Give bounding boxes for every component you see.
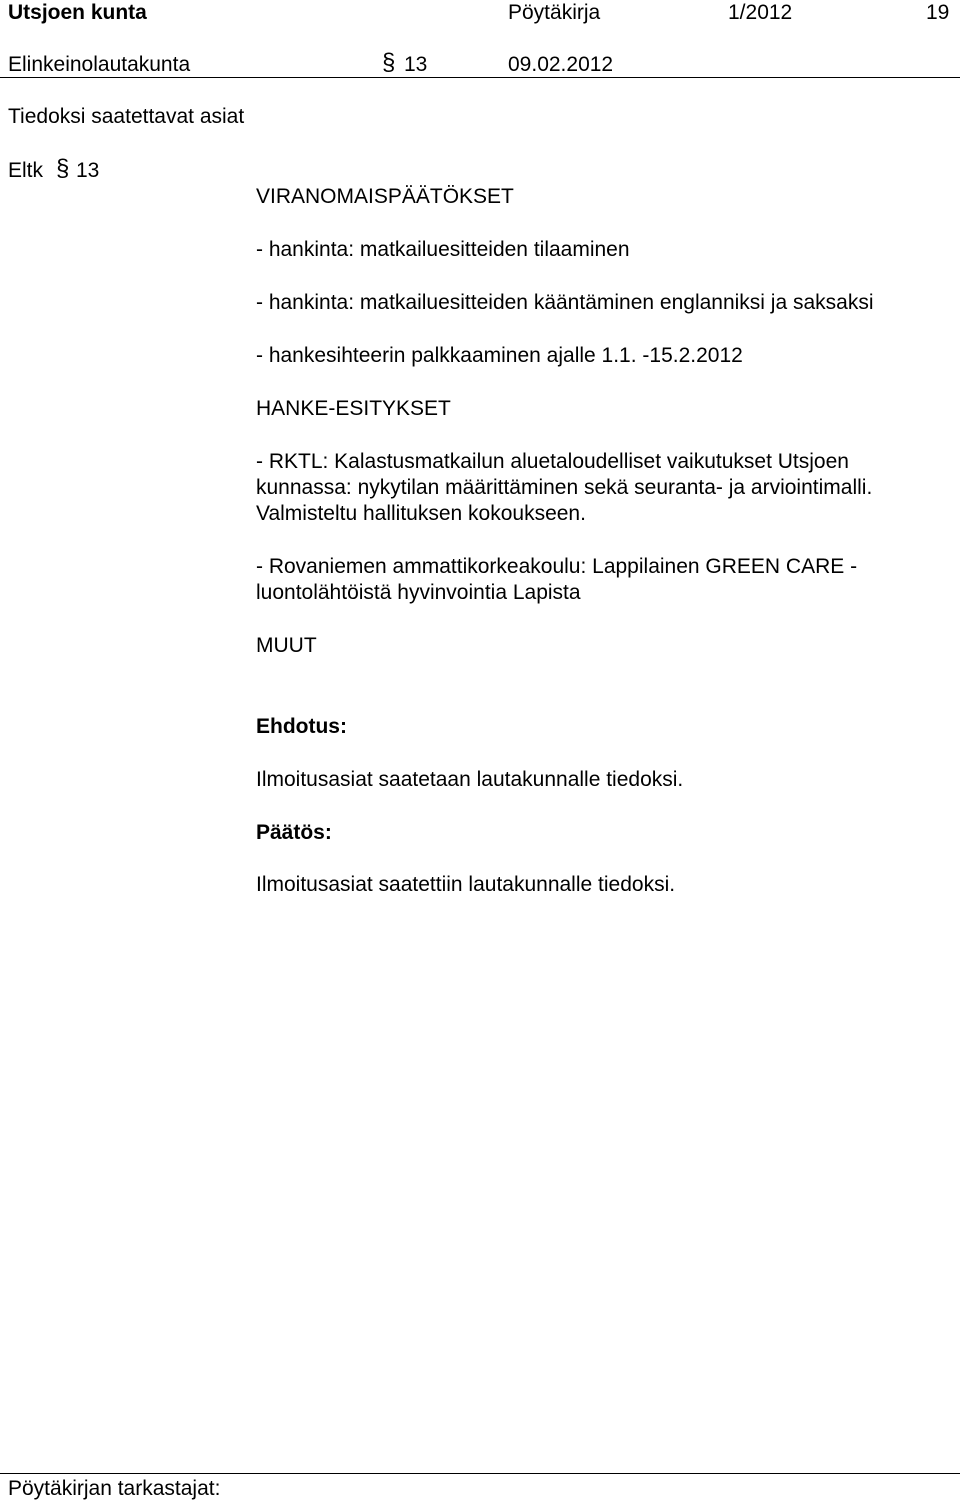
project-item-line: kunnassa: nykytilan määrittäminen sekä seuranta- ja arviointimalli. (256, 476, 873, 499)
footer-divider (0, 1473, 960, 1474)
authority-item: - hankinta: matkailuesitteiden tilaaminen (256, 238, 630, 261)
reviewers-label: Pöytäkirjan tarkastajat: (8, 1477, 221, 1500)
project-item-line: Valmisteltu hallituksen kokoukseen. (256, 502, 586, 525)
decision-text: Ilmoitusasiat saatettiin lautakunnalle tiedoksi. (256, 873, 676, 896)
proposal-label: Ehdotus: (256, 715, 347, 738)
decision-label: Päätös: (256, 821, 332, 844)
section-sign: § (382, 49, 396, 76)
reference-number: 13 (76, 159, 100, 182)
meeting-date: 09.02.2012 (508, 53, 614, 76)
reference-label: Eltk (8, 159, 44, 182)
document-type: Pöytäkirja (508, 1, 601, 24)
board-name: Elinkeinolautakunta (8, 53, 191, 76)
other-heading: MUUT (256, 634, 317, 657)
municipality-name: Utsjoen kunta (8, 1, 147, 24)
project-item-line: luontolähtöistä hyvinvointia Lapista (256, 581, 581, 604)
authority-item: - hankesihteerin palkkaaminen ajalle 1.1. -15.2.2012 (256, 344, 743, 367)
topic-title: Tiedoksi saatettavat asiat (8, 105, 245, 128)
reference-section-sign: § (56, 155, 70, 182)
authority-item: - hankinta: matkailuesitteiden kääntäminen englanniksi ja saksaksi (256, 291, 874, 314)
project-proposals-heading: HANKE-ESITYKSET (256, 397, 451, 420)
document-number: 1/2012 (728, 1, 793, 24)
page-number: 19 (926, 1, 950, 24)
section-number: 13 (404, 53, 428, 76)
header-divider (0, 77, 960, 78)
project-item-line: - Rovaniemen ammattikorkeakoulu: Lappilainen GREEN CARE - (256, 555, 858, 578)
authority-decisions-heading: VIRANOMAISPÄÄTÖKSET (256, 185, 514, 208)
proposal-text: Ilmoitusasiat saatetaan lautakunnalle tiedoksi. (256, 768, 684, 791)
project-item-line: - RKTL: Kalastusmatkailun aluetaloudelliset vaikutukset Utsjoen (256, 450, 849, 473)
